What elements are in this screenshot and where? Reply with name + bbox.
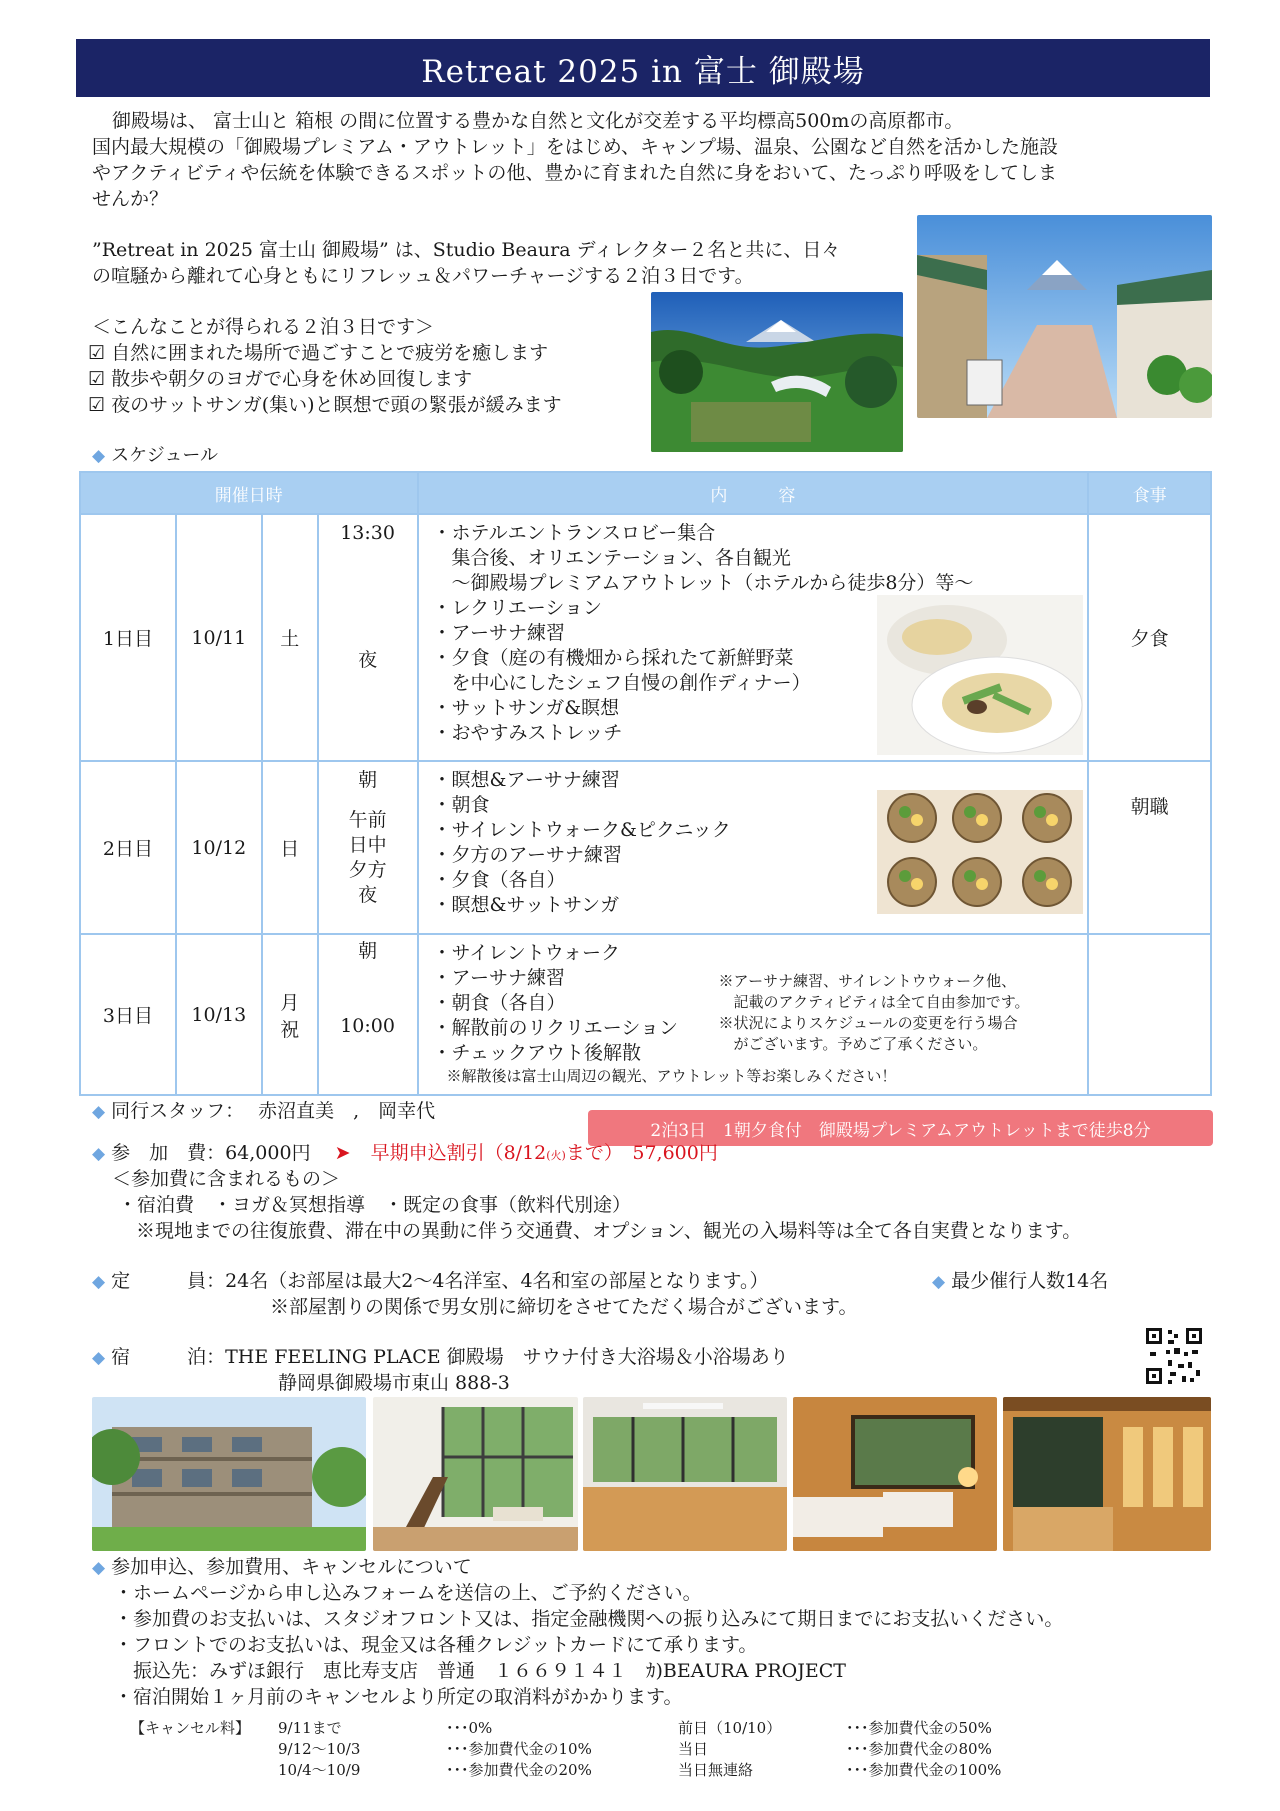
cancel-fee: ･･･参加費代金の20% xyxy=(446,1761,592,1779)
meal-cell: 朝職 xyxy=(1088,761,1211,934)
cancel-fee: ･･･参加費代金の100% xyxy=(846,1761,1002,1779)
apply-heading: ◆ 参加申込、参加費用、キャンセルについて xyxy=(92,1556,472,1578)
day2-content: ・瞑想&アーサナ練習 ・朝食 ・サイレントウォーク&ピクニック ・夕方のアーサナ練習 ・夕食（各自） ・瞑想&サットサンガ xyxy=(418,761,1089,934)
header-date: 開催日時 xyxy=(80,472,418,514)
fee-included-heading: ＜参加費に含まれるもの＞ xyxy=(112,1168,341,1190)
apply-line: ・参加費のお支払いは、スタジオフロント又は、指定金融機関への振り込みにて期日までにお支払いください。 xyxy=(114,1608,1064,1630)
fee-note: ※現地までの往復旅費、滞在中の異動に伴う交通費、オプション、観光の入場料等は全て各自実費となります。 xyxy=(136,1220,1082,1242)
table-row xyxy=(80,761,1211,934)
bedroom-photo xyxy=(793,1397,997,1551)
benefits-heading: ＜こんなことが得られる２泊３日です＞ xyxy=(92,316,435,338)
intro-line-1: 御殿場は、 富士山と 箱根 の間に位置する豊かな自然と文化が交差する平均標高500mの高原都市。 xyxy=(112,110,964,132)
intro-line-6: の喧騒から離れて心身ともにリフレッュ＆パワーチャージする２泊３日です。 xyxy=(92,265,754,287)
time-cell: 13:30 夜 xyxy=(318,514,418,761)
intro-line-5: ”Retreat in 2025 富士山 御殿場” は、Studio Beaura ディレクター２名と共に、日々 xyxy=(92,239,841,261)
diamond-icon: ◆ xyxy=(932,1272,946,1292)
weekday-cell: 日 xyxy=(262,761,318,934)
lobby-photo xyxy=(373,1397,578,1551)
schedule-notes: ※アーサナ練習、サイレントウウォーク他、 記載のアクティビティは全て自由参加です。 ※状況によりスケジュールの変更を行う場合 がございます。予めご了承ください。 xyxy=(718,972,1030,1053)
cancel-period: 前日（10/10） xyxy=(678,1719,782,1737)
cancel-fee: ･･･参加費代金の50% xyxy=(846,1719,992,1737)
cancel-period: 当日無連絡 xyxy=(678,1761,754,1779)
minimum-capacity: ◆ 最少催行人数14名 xyxy=(932,1270,1109,1292)
intro-line-3: やアクティビティや伝統を体験できるスポットの他、豊かに育まれた自然に身をおいて、たっぷり呼吸をしてしま xyxy=(92,162,1058,184)
cancel-label: 【キャンセル料】 xyxy=(130,1719,251,1737)
intro-line-4: せんか？ xyxy=(92,188,169,210)
time-cell: 朝 午前 日中 夕方 夜 xyxy=(318,761,418,934)
outlet-photo xyxy=(917,215,1212,418)
fuji-garden-photo xyxy=(651,292,903,452)
hotel-exterior-photo xyxy=(92,1397,366,1551)
cancel-period: 10/4～10/9 xyxy=(278,1761,361,1779)
table-row xyxy=(80,514,1211,761)
capacity-line: ◆ 定 員：24名（お部屋は最大2～4名洋室、4名和室の部屋となります。） xyxy=(92,1270,769,1292)
apply-line: 振込先：みずほ銀行 恵比寿支店 普通 １６６９１４１ ｶ)BEAURA PROJECT xyxy=(114,1660,846,1682)
cancel-period: 9/11まで xyxy=(278,1719,342,1737)
weekday-cell: 月 祝 xyxy=(262,934,318,1095)
header-content: 内 容 xyxy=(418,472,1089,514)
day1-content: ・ホテルエントランスロビー集合 集合後、オリエンテーション、各自観光 ～御殿場プレミアムアウトレット（ホテルから徒歩8分）等～ ・レクリエーション ・アーサナ練習 ・夕食（庭の有機畑から採れたて新鮮野菜 を中心にしたシェフ自慢の創作ディナー） ・サットサンガ&瞑想 ・おやすみストレッチ xyxy=(418,514,1089,761)
intro-line-2: 国内最大規模の「御殿場プレミアム・アウトレット」をはじめ、キャンプ場、温泉、公園など自然を活かした施設 xyxy=(92,136,1058,158)
diamond-icon: ◆ xyxy=(92,1102,106,1122)
qr-code-icon[interactable] xyxy=(1144,1326,1204,1386)
diamond-icon: ◆ xyxy=(92,1558,106,1578)
diamond-icon: ◆ xyxy=(92,446,106,466)
day3-content: ・サイレントウォーク ・アーサナ練習 ・朝食（各自） ・解散前のリクリエーション ・チェックアウト後解散 ※解散後は富士山周辺の観光、アウトレット等お楽しみください！ ※アーサナ練習、サイレントウウォーク他、 記載のアクティビティは全て自由参加です。 ※状況によりスケジュールの変更を行う場合 がございます。予めご了承ください。 xyxy=(418,934,1089,1095)
day-label: 3日目 xyxy=(80,934,176,1095)
date-cell: 10/13 xyxy=(176,934,262,1095)
stay-address: 静岡県御殿場市東山 888-3 xyxy=(278,1372,510,1394)
diamond-icon: ◆ xyxy=(92,1272,106,1292)
weekday-cell: 土 xyxy=(262,514,318,761)
capacity-note: ※部屋割りの関係で男女別に締切をさせてただく場合がございます。 xyxy=(270,1296,858,1318)
meal-cell: 夕食 xyxy=(1088,514,1211,761)
page-title: Retreat 2025 in 富士 御殿場 xyxy=(76,39,1210,97)
apply-line: ・フロントでのお支払いは、現金又は各種クレジットカードにて承ります。 xyxy=(114,1634,758,1656)
date-cell: 10/11 xyxy=(176,514,262,761)
bath-photo xyxy=(1003,1397,1211,1551)
fee-included-items: ・宿泊費 ・ヨガ＆冥想指導 ・既定の食事（飲料代別途） xyxy=(118,1194,632,1216)
table-row xyxy=(80,934,1211,1095)
benefit-item: ☑ 散歩や朝夕のヨガで心身を休め回復します xyxy=(88,368,473,390)
day-label: 1日目 xyxy=(80,514,176,761)
cancel-fee: ･･･参加費代金の80% xyxy=(846,1740,992,1758)
meal-cell xyxy=(1088,934,1211,1095)
schedule-table xyxy=(79,471,1212,1096)
cancel-fee: ･･･参加費代金の10% xyxy=(446,1740,592,1758)
cancel-period: 当日 xyxy=(678,1740,709,1758)
fee-line: ◆ 参 加 費：64,000円 ➤ 早期申込割引（8/12(火)まで） 57,600円 xyxy=(92,1142,718,1164)
date-cell: 10/12 xyxy=(176,761,262,934)
apply-line: ・宿泊開始１ヶ月前のキャンセルより所定の取消料がかかります。 xyxy=(114,1686,683,1708)
benefit-item: ☑ 自然に囲まれた場所で過ごすことで疲労を癒します xyxy=(88,342,549,364)
header-meal: 食事 xyxy=(1088,472,1211,514)
bento-photo xyxy=(877,790,1083,914)
apply-line: ・ホームページから申し込みフォームを送信の上、ご予約ください。 xyxy=(114,1582,702,1604)
cancel-fee: ･･･0% xyxy=(446,1719,493,1737)
staff-line: ◆ 同行スタッフ： 赤沼直美 , 岡幸代 xyxy=(92,1100,436,1122)
arrow-icon: ➤ xyxy=(334,1142,351,1164)
cancel-period: 9/12～10/3 xyxy=(278,1740,361,1758)
schedule-heading: ◆ スケジュール xyxy=(92,445,218,466)
time-cell: 朝 10:00 xyxy=(318,934,418,1095)
diamond-icon: ◆ xyxy=(92,1144,106,1164)
diamond-icon: ◆ xyxy=(92,1348,106,1368)
studio-photo xyxy=(583,1397,787,1551)
summary-banner: 2泊3日 1朝夕食付 御殿場プレミアムアウトレットまで徒歩8分 xyxy=(588,1110,1213,1146)
table-header-row xyxy=(80,472,1211,514)
after-note: ※解散後は富士山周辺の観光、アウトレット等お楽しみください！ xyxy=(446,1067,897,1085)
day-label: 2日目 xyxy=(80,761,176,934)
benefit-item: ☑ 夜のサットサンガ(集い)と瞑想で頭の緊張が緩みます xyxy=(88,394,562,416)
stay-line: ◆ 宿 泊：THE FEELING PLACE 御殿場 サウナ付き大浴場＆小浴場あり xyxy=(92,1346,789,1368)
pasta-photo xyxy=(877,595,1083,755)
